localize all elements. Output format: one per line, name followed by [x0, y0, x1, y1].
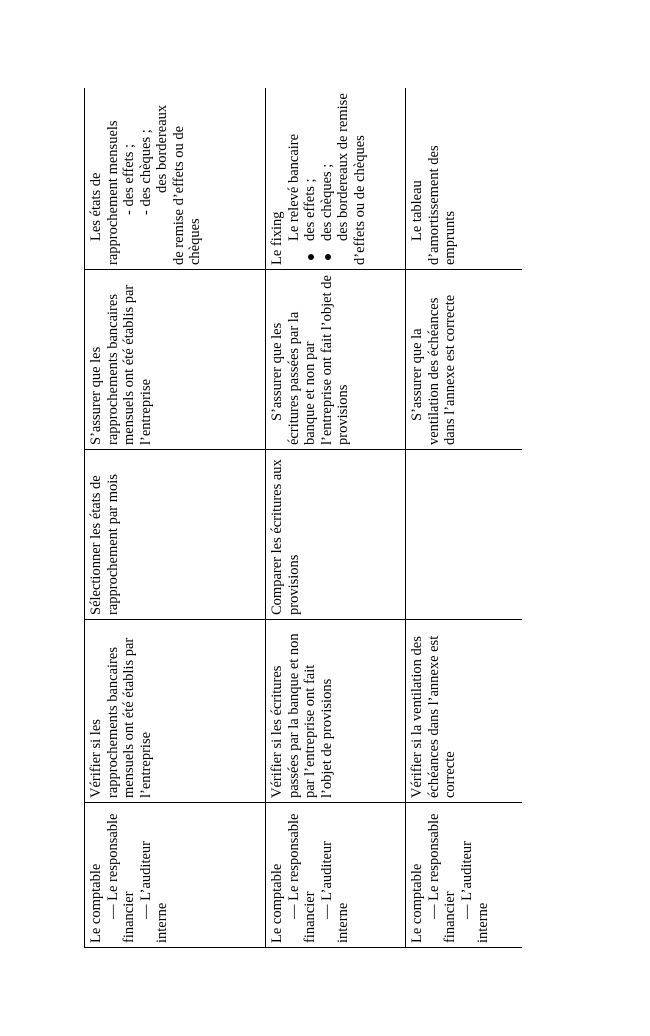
objective-cell: [85, 620, 266, 803]
rotated-page: [84, 88, 522, 948]
documents-item: des bordereaux de remise d’effets ou de chèques: [335, 93, 368, 265]
audit-table: [84, 88, 522, 948]
documents-bullet-item: des chèques ;: [319, 92, 336, 265]
test-text: S’assurer que la ventilation des échéances dans l’annexe est correcte: [409, 294, 458, 445]
actor-line: Le comptable: [269, 863, 285, 943]
procedure-cell: [85, 450, 266, 620]
test-cell: [85, 270, 266, 450]
documents-line: Le fixing: [269, 211, 285, 265]
objective-text: Vérifier si la ventilation des échéances dans l’annexe est correcte: [409, 635, 458, 798]
test-cell: [266, 270, 406, 450]
actor-line: — L’auditeur interne: [137, 841, 170, 943]
actor-line: — Le responsable financier: [425, 813, 458, 943]
actor-line: — Le responsable financier: [104, 813, 137, 943]
rotated-table-container: [84, 88, 522, 948]
test-text: S’assurer que les rapprochements bancaires mensuels ont été établis par l’entreprise: [88, 284, 154, 445]
objective-text: Vérifier si les rapprochements bancaires mensuels ont été établis par l’entreprise: [88, 637, 154, 798]
actors-cell: [266, 803, 406, 948]
documents-title: Les états de rapprochement mensuels: [88, 120, 121, 265]
documents-cell: [85, 88, 266, 270]
table-row: [266, 88, 406, 948]
test-text: S’assurer que les écritures passées par la banque et non par l’entreprise ont fait l’objet de provisions: [269, 275, 351, 445]
documents-title: Le tableau d’amortissement des emprunts: [409, 145, 458, 265]
objective-cell: [406, 620, 523, 803]
actor-line: Le comptable: [409, 863, 425, 943]
documents-cell: [406, 88, 523, 270]
objective-text: Vérifier si les écritures passées par la banque et non par l’entreprise ont fait l’objet de provisions: [269, 633, 335, 798]
objective-cell: [266, 620, 406, 803]
actor-line: — L’auditeur interne: [458, 841, 491, 943]
documents-item: des bordereaux de remise d’effets ou de chèques: [154, 104, 203, 265]
documents-line: Le relevé bancaire: [285, 133, 302, 241]
actor-line: — Le responsable financier: [285, 813, 318, 943]
documents-bullet-item: des effets ;: [302, 92, 319, 265]
actors-cell: [85, 803, 266, 948]
procedure-text: Comparer les écritures aux provisions: [269, 459, 302, 615]
documents-cell: [266, 88, 406, 270]
table-row: [85, 88, 266, 948]
procedure-text: Sélectionner les états de rapprochement par mois: [88, 474, 121, 615]
documents-item: - des effets ;: [121, 144, 137, 215]
table-row: [406, 88, 523, 948]
procedure-cell: [266, 450, 406, 620]
procedure-cell: [406, 450, 523, 620]
actor-line: Le comptable: [88, 863, 104, 943]
test-cell: [406, 270, 523, 450]
documents-item: - des chèques ;: [137, 129, 154, 215]
actors-cell: [406, 803, 523, 948]
actor-line: — L’auditeur interne: [318, 841, 351, 943]
